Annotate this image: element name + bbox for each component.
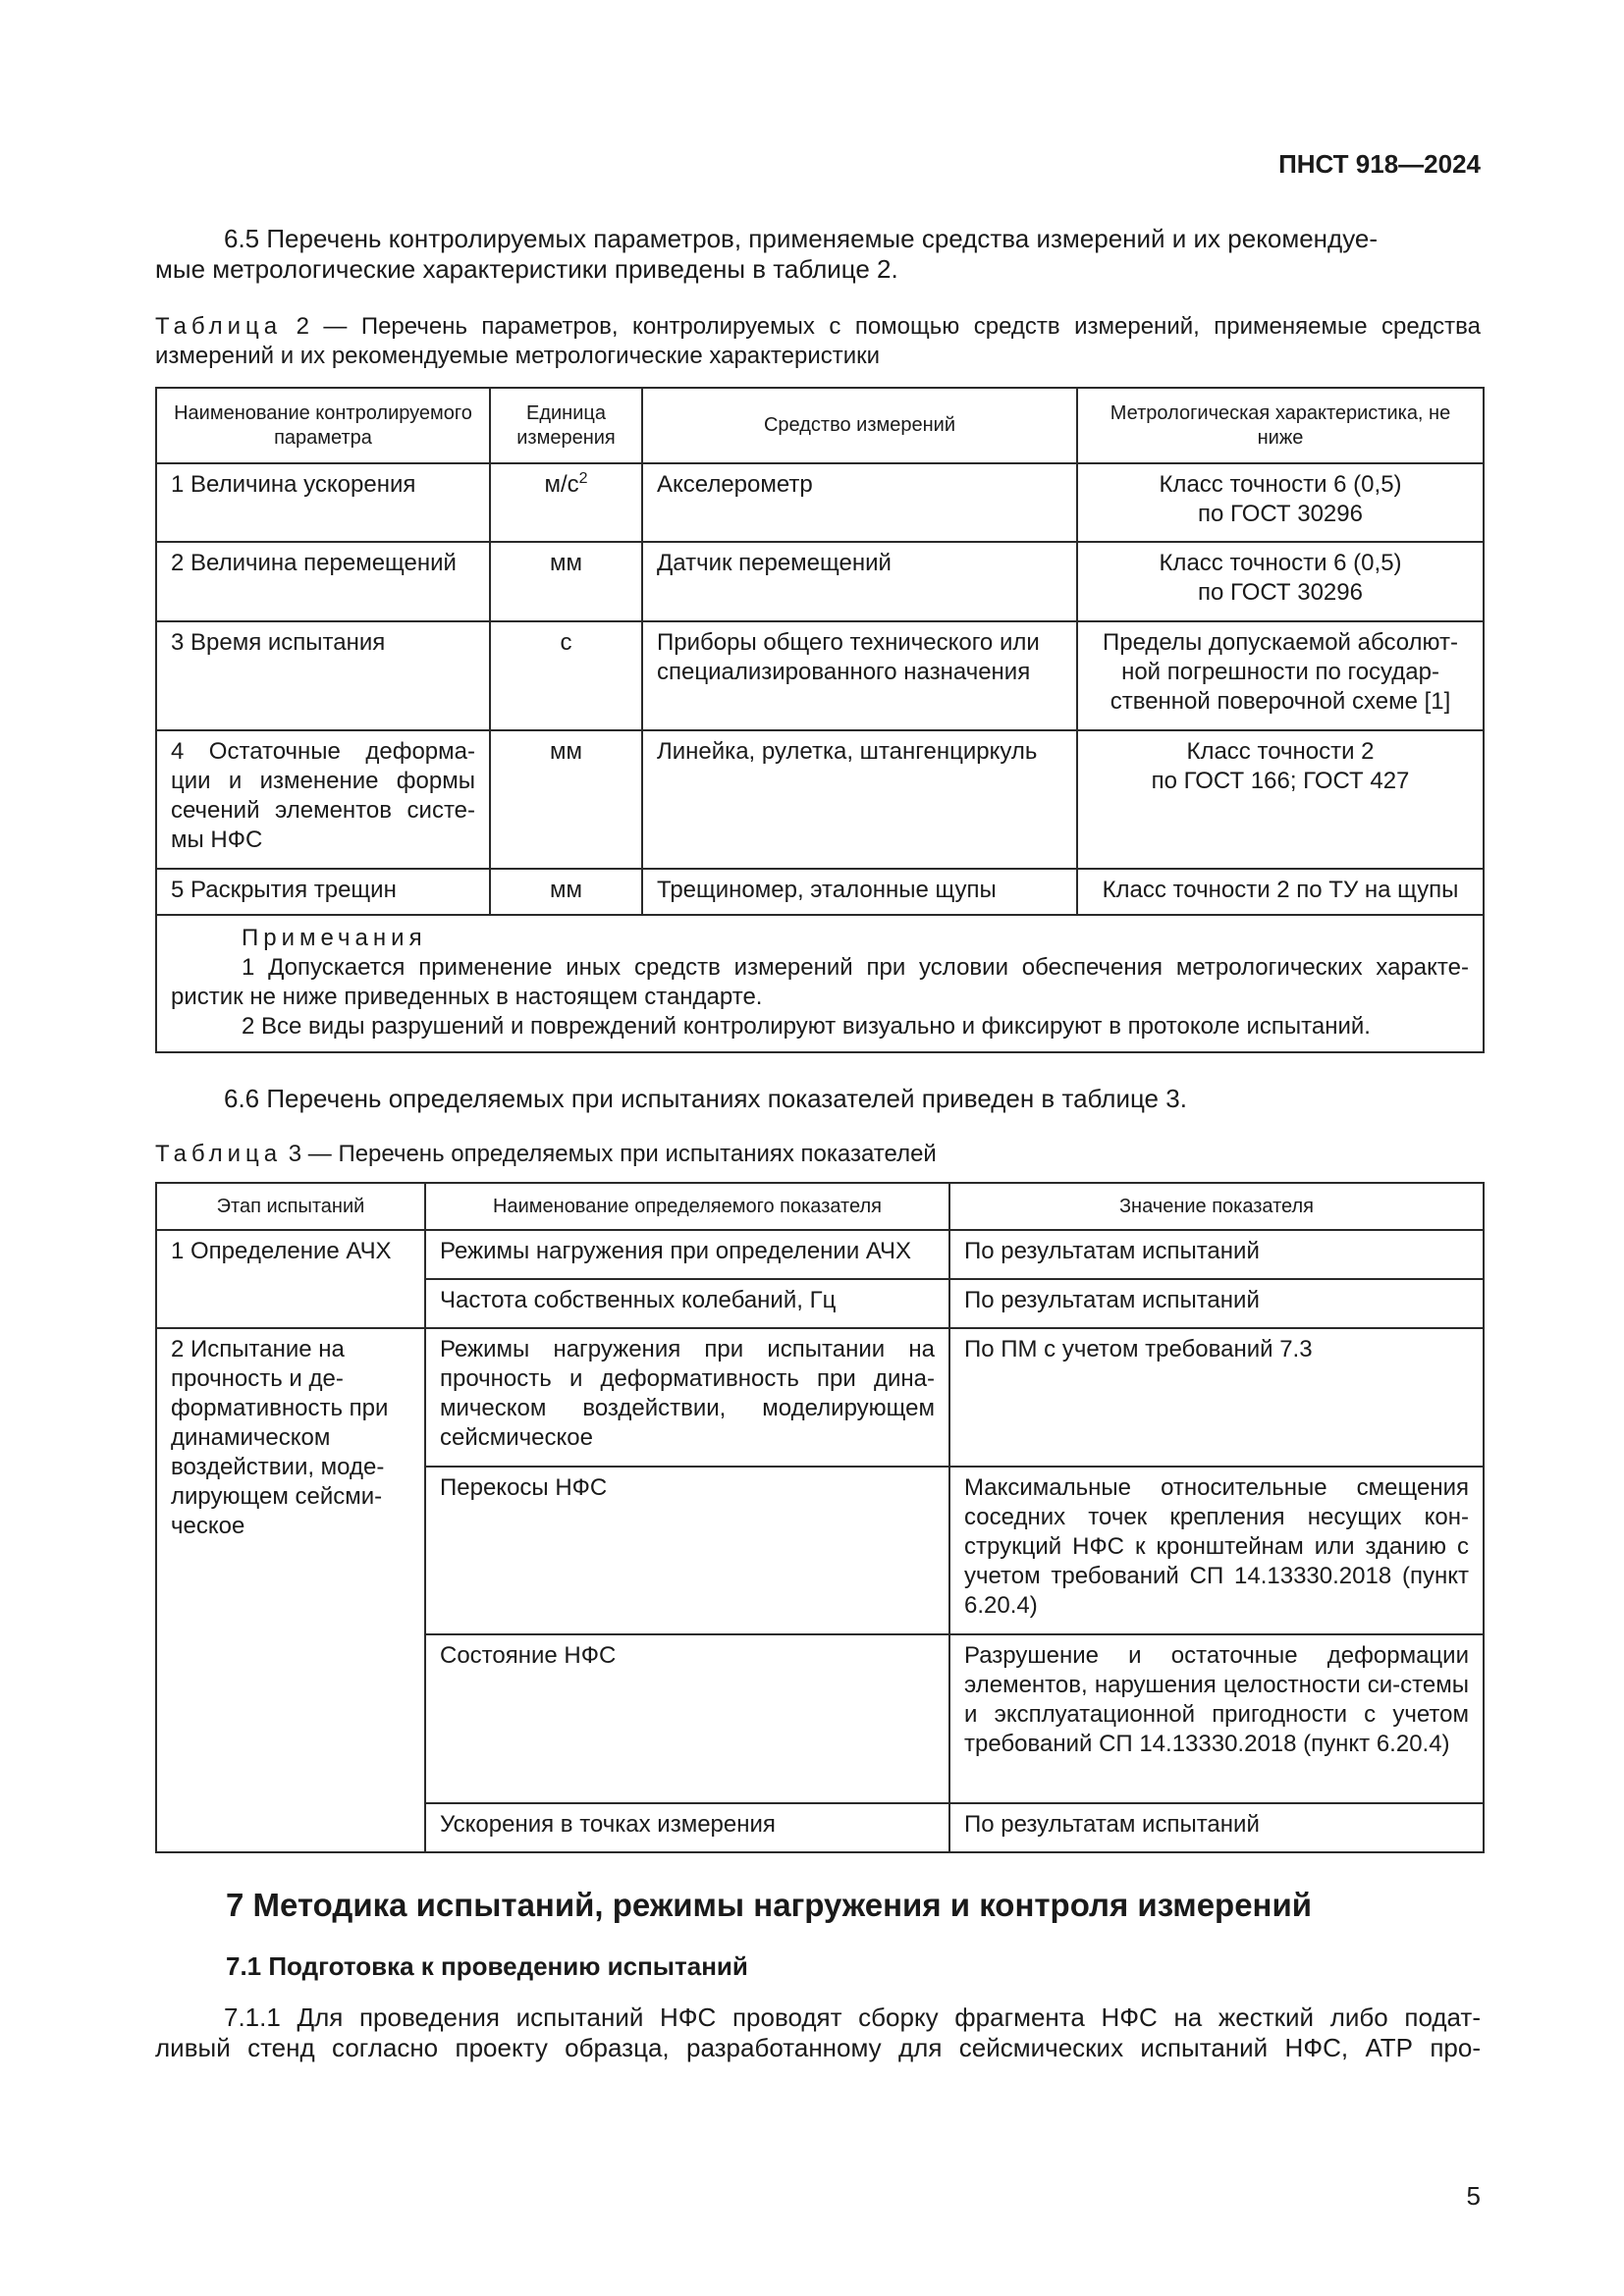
paragraph-6-5-line1: 6.5 Перечень контролируемых параметров, применяемые средства измерений и их рекомендуе- [224,224,1379,253]
paragraph-6-5 [155,224,1481,285]
table3-header-stage: Этап испытаний [156,1183,425,1230]
note-1-line2: ристик не ниже приведенных в настоящем стандарте. [171,984,763,1010]
table2-header-characteristic: Метрологическая характеристика, не ниже [1077,388,1484,463]
characteristic-cell [1077,542,1484,621]
value-cell: По результатам испытаний [949,1803,1484,1852]
table2-caption [155,312,1481,371]
table3-header-indicator: Наименование определяемого показателя [425,1183,949,1230]
characteristic-line: Пределы допускаемой абсолют- [1103,629,1458,656]
stage-cell: 1 Определение АЧХ [156,1230,425,1328]
table2-header-row [156,388,1484,463]
indicator-cell: Режимы нагружения при испытании на прочность и деформативность при дина-мическом воздействии, моделирующем сейсмическое [425,1328,949,1467]
page-number: 5 [1466,2181,1481,2211]
characteristic-line: по ГОСТ 30296 [1198,501,1363,527]
indicator-cell: Состояние НФС [425,1634,949,1803]
table3-header-row [156,1183,1484,1230]
table3 [155,1182,1485,1853]
param-cell: 3 Время испытания [156,621,490,730]
characteristic-cell [1077,463,1484,542]
value-cell: По результатам испытаний [949,1279,1484,1328]
tool-cell: Трещиномер, эталонные щупы [642,869,1077,915]
table2-header-tool: Средство измерений [642,388,1077,463]
tool-cell: Датчик перемещений [642,542,1077,621]
value-cell: По результатам испытаний [949,1230,1484,1279]
table2-notes-row [156,915,1484,1052]
tool-cell: Акселерометр [642,463,1077,542]
unit-cell: мм [490,730,642,869]
note-1-line1: 1 Допускается применение иных средств измерений при условии обеспечения метрологических характе- [242,954,1469,981]
section-7-1-title: 7.1 Подготовка к проведению испытаний [226,1951,748,1981]
table-row [156,869,1484,915]
characteristic-line: по ГОСТ 166; ГОСТ 427 [1151,768,1410,794]
table2 [155,387,1485,1053]
table3-caption-prefix: Таблица [155,1141,283,1167]
tool-cell: Линейка, рулетка, штангенциркуль [642,730,1077,869]
paragraph-7-1-1 [155,2002,1481,2063]
indicator-cell: Ускорения в точках измерения [425,1803,949,1852]
param-cell: 1 Величина ускорения [156,463,490,542]
unit-superscript: 2 [578,470,588,487]
characteristic-cell [1077,730,1484,869]
characteristic-line: Класс точности 6 (0,5) [1159,550,1402,576]
param-cell: 2 Величина перемещений [156,542,490,621]
value-cell: Максимальные относительные смещения соседних точек крепления несущих кон-струкций НФС к кронштейнам или зданию с учетом требований СП 14.13330.2018 (пункт 6.20.4) [949,1467,1484,1634]
section-7-title: 7 Методика испытаний, режимы нагружения и контроля измерений [226,1887,1313,1923]
paragraph-6-5-line2: мые метрологические характеристики приведены в таблице 2. [155,254,898,284]
table2-caption-line2: измерений и их рекомендуемые метрологические характеристики [155,343,881,369]
value-cell: По ПМ с учетом требований 7.3 [949,1328,1484,1467]
indicator-cell: Перекосы НФС [425,1467,949,1634]
characteristic-cell [1077,621,1484,730]
tool-cell: Приборы общего технического или специализированного назначения [642,621,1077,730]
table2-header-unit: Единица измерения [490,388,642,463]
value-cell: Разрушение и остаточные деформации элементов, нарушения целостности си-стемы и эксплуатационной пригодности с учетом требований СП 14.13330.2018 (пункт 6.20.4) [949,1634,1484,1803]
document-code: ПНСТ 918—2024 [1278,149,1481,179]
table-row [156,621,1484,730]
table-row [156,730,1484,869]
paragraph-7-1-1-line1: 7.1.1 Для проведения испытаний НФС проводят сборку фрагмента НФС на жесткий либо подат- [224,2002,1481,2032]
characteristic-line: ственной поверочной схеме [1] [1110,688,1451,715]
unit-cell: мм [490,542,642,621]
table-row [156,542,1484,621]
characteristic-line: Класс точности 6 (0,5) [1159,471,1402,498]
unit-cell: мм [490,869,642,915]
table2-header-param: Наименование контролируемого параметра [156,388,490,463]
characteristic-line: по ГОСТ 30296 [1198,579,1363,606]
unit-cell: с [490,621,642,730]
param-cell: 5 Раскрытия трещин [156,869,490,915]
table3-caption-text: 3 — Перечень определяемых при испытаниях показателей [282,1141,937,1167]
characteristic-line: ной погрешности по государ- [1121,659,1439,685]
param-cell: 4 Остаточные деформа-ции и изменение формы сечений элементов систе-мы НФС [156,730,490,869]
table2-caption-prefix: Таблица [155,313,283,340]
characteristic-line: Класс точности 2 [1186,738,1375,765]
table3-header-value: Значение показателя [949,1183,1484,1230]
stage-cell: 2 Испытание на прочность и де-формативность при динамическом воздействии, моде-лирующем сейсми-ческое [156,1328,425,1852]
table-row [156,463,1484,542]
unit-cell [490,463,642,542]
notes-label: Примечания [242,925,427,951]
characteristic-cell: Класс точности 2 по ТУ на щупы [1077,869,1484,915]
paragraph-6-6-text: 6.6 Перечень определяемых при испытаниях показателей приведен в таблице 3. [224,1084,1187,1113]
unit-text: м/с [544,471,579,498]
table-row [156,1230,1484,1279]
table2-notes [156,915,1484,1052]
indicator-cell: Частота собственных колебаний, Гц [425,1279,949,1328]
table3-caption [155,1140,1481,1169]
note-2: 2 Все виды разрушений и повреждений контролируют визуально и фиксируют в протоколе испытаний. [242,1013,1371,1040]
table2-caption-line1: 2 — Перечень параметров, контролируемых с помощью средств измерений, применяемые средства [282,313,1481,340]
paragraph-6-6 [155,1084,1481,1114]
table-row [156,1328,1484,1467]
paragraph-7-1-1-line2: ливый стенд согласно проекту образца, разработанному для сейсмических испытаний НФС, АТР про- [155,2033,1481,2062]
indicator-cell: Режимы нагружения при определении АЧХ [425,1230,949,1279]
